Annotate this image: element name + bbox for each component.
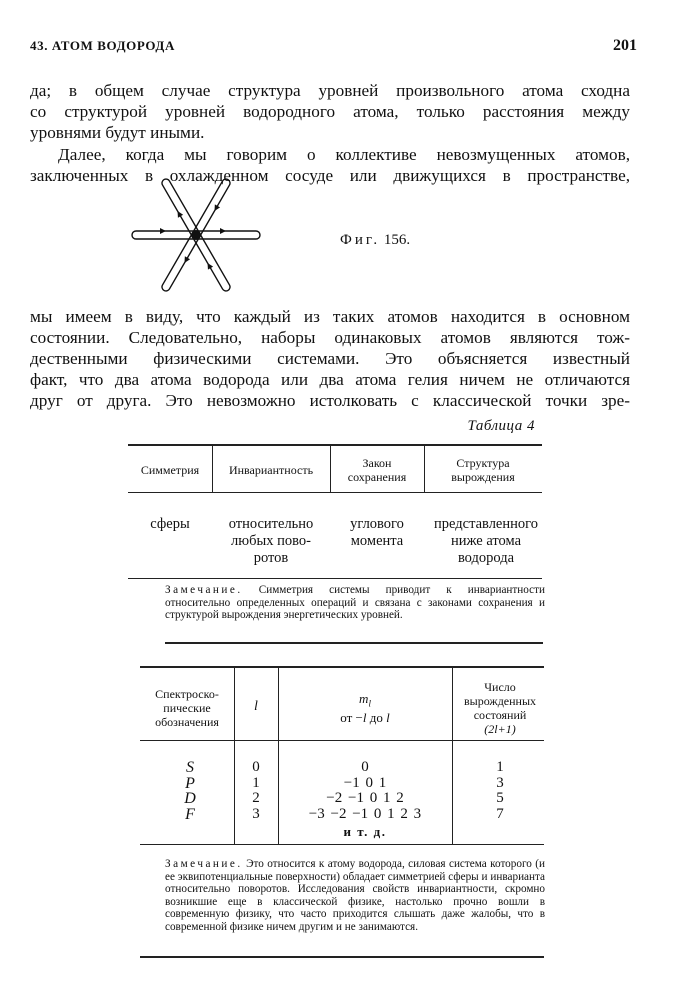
cell-degeneracy-count: 5 <box>496 790 504 806</box>
header-line: вырождения <box>451 470 515 484</box>
paragraph-2 <box>30 144 630 186</box>
header-line: Закон <box>362 456 392 470</box>
cell-ml-values: 0 <box>361 759 369 775</box>
text-line: заключенных в охлажденном сосуде или движущихся в пространстве, <box>30 166 630 185</box>
header-ml-l: l <box>362 709 367 725</box>
note-text: Симметрия системы приводит к инвариантности относительно определенных операций и связана с законами сохранения и структурой вырождения энергетических уровней. <box>165 584 545 621</box>
text-line: состоянии. Следовательно, наборы одинаковых атомов являются тож- <box>30 328 630 347</box>
cell-spectro-symbol: P <box>185 774 195 792</box>
table-rule <box>165 642 543 644</box>
header-ml-to: до <box>366 709 387 725</box>
note-text: Это относится к атому водорода, силовая система которого (и ее эквипотенциальные поверхности) обладает симметрией сферы и инварианта относительно поворотов. Исследования свойств инвариантности, скромно возникшие еще в классической физике, настолько прочно вошли в современную физику, что часто приходится слышать даже жалобы, что в современной физике ничем другим и не занимаются. <box>165 858 546 933</box>
figure-156-orbit-rosette <box>130 178 270 298</box>
cell-line: углового <box>350 516 404 532</box>
header-structure <box>424 456 542 484</box>
arrow-icon <box>175 210 183 218</box>
cell-degeneracy-count: 3 <box>496 774 504 791</box>
figure-number: 156. <box>383 232 411 248</box>
cell-line: относительно <box>228 516 314 532</box>
header-ml-from: от − <box>340 709 363 725</box>
cell-l: 1 <box>252 774 260 791</box>
orbit-loop <box>196 231 260 239</box>
table-rule <box>140 844 544 845</box>
header-line: вырожденных <box>463 694 537 708</box>
arrow-icon <box>212 204 220 212</box>
header-line: сохранения <box>347 470 407 484</box>
header-line: Спектроско- <box>155 687 219 701</box>
cell-spectro-symbol: S <box>186 759 194 776</box>
header-invariance: Инвариантность <box>228 463 314 477</box>
cell-line: ниже атома <box>450 533 522 549</box>
text-line: дественными физическими системами. Это объясняется известный <box>30 349 630 368</box>
text-line: мы имеем в виду, что каждый из таких атомов находится в основном <box>30 307 630 326</box>
cell-l: 2 <box>252 790 260 806</box>
table-5-note <box>165 858 545 933</box>
header-spectroscopic <box>140 687 234 729</box>
table-rule <box>140 666 544 668</box>
paragraph-1 <box>30 80 630 143</box>
cell-spectro-symbol: D <box>184 790 196 807</box>
cell-line: ротов <box>253 550 289 566</box>
figure-label: Фиг. <box>340 232 381 248</box>
table-rule <box>140 740 544 741</box>
header-degeneracy <box>452 680 548 736</box>
header-ml-symbol: m <box>359 691 369 706</box>
header-line: Число <box>484 680 516 694</box>
header-line: пические <box>163 701 211 715</box>
figure-caption <box>340 232 410 249</box>
cell-ml-values: −1 0 1 <box>343 774 387 791</box>
orbit-loop <box>193 178 232 237</box>
cell-invariance <box>212 516 330 567</box>
header-conservation <box>330 456 424 484</box>
table-rule <box>140 956 544 958</box>
header-ml-subscript: l <box>368 698 371 709</box>
header-line: (2l+1) <box>484 722 516 736</box>
arrow-icon <box>220 228 226 234</box>
table-4-note <box>165 584 545 622</box>
orbit-loop <box>161 178 200 237</box>
note-label: Замечание. <box>165 858 243 870</box>
cell-line: водорода <box>457 550 515 566</box>
orbit-loop <box>193 233 232 292</box>
text-line: со структурой уровней водородного атома, только расстояния между <box>30 102 630 121</box>
paragraph-3 <box>30 306 630 411</box>
cell-line: момента <box>350 533 404 549</box>
arrow-icon <box>205 261 213 269</box>
table-rule <box>128 492 542 493</box>
table-rule <box>128 444 542 446</box>
table-4-caption: Таблица 4 <box>467 418 535 434</box>
arrow-icon <box>160 228 166 234</box>
header-line: состояний <box>473 708 527 722</box>
cell-l: 0 <box>252 759 260 775</box>
cell-ml-values: −3 −2 −1 0 1 2 3 <box>308 805 422 822</box>
text-line: друг от друга. Это невозможно истолковать с классической точки зре- <box>30 391 630 410</box>
orbit-loop <box>132 231 196 239</box>
text-line: уровнями будут иными. <box>30 123 205 142</box>
cell-degeneracy-count: 7 <box>496 805 504 822</box>
orbit-loop <box>161 233 200 292</box>
table-5-etc: и т. д. <box>343 824 387 839</box>
cell-line: любых пово- <box>231 533 311 549</box>
cell-ml-values: −2 −1 0 1 2 <box>326 790 404 806</box>
cell-spectro-symbol: F <box>185 805 195 823</box>
cell-structure <box>424 516 548 567</box>
table-rule <box>128 578 542 579</box>
running-head: 43. АТОМ ВОДОРОДА <box>30 38 175 53</box>
header-ml <box>278 692 452 725</box>
header-line: Структура <box>456 456 510 470</box>
cell-symmetry: сферы <box>150 516 190 532</box>
header-symmetry: Симметрия <box>140 463 200 477</box>
text-line: факт, что два атома водорода или два атома гелия ничем не отличаются <box>30 370 630 389</box>
header-ml-l2: l <box>386 709 390 725</box>
cell-line: представленного <box>434 516 538 532</box>
header-line: обозначения <box>155 715 219 729</box>
note-label: Замечание. <box>165 584 243 596</box>
text-line: да; в общем случае структура уровней произвольного атома сходна <box>30 81 630 100</box>
nucleus-dot <box>191 230 201 240</box>
header-l: l <box>254 699 258 714</box>
arrow-icon <box>182 256 190 264</box>
text-line: Далее, когда мы говорим о коллективе невозмущенных атомов, <box>58 145 630 164</box>
cell-l: 3 <box>252 805 260 822</box>
page-number: 201 <box>613 37 637 54</box>
cell-conservation <box>330 516 424 550</box>
cell-degeneracy-count: 1 <box>496 759 504 775</box>
